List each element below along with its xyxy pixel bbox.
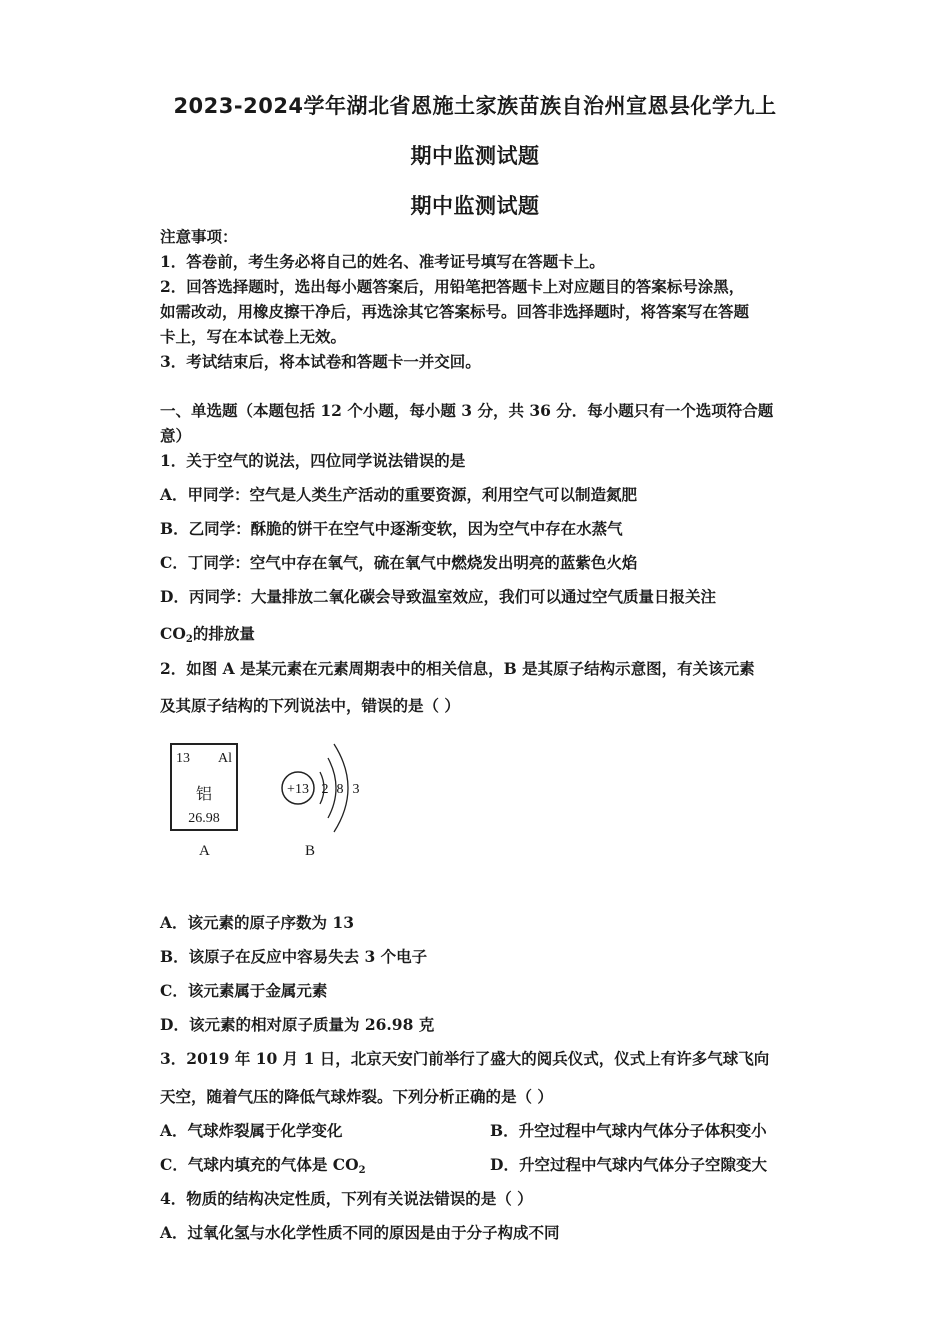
co2-rest: 的排放量 [192,624,255,643]
question-1-option-c: C．丁同学：空气中存在氧气，硫在氧气中燃烧发出明亮的蓝紫色火焰 [160,553,638,572]
question-3-stem-cont: 天空，随着气压的降低气球炸裂。下列分析正确的是（ ） [160,1087,553,1106]
shell-electrons-3: 3 [352,782,360,797]
question-3-option-b: B．升空过程中气球内气体分子体积变小 [490,1121,767,1140]
exam-title-line1: 2023-2024学年湖北省恩施土家族苗族自治州宣恩县化学九上 [173,94,777,118]
question-2-option-a: A．该元素的原子序数为 13 [160,913,354,932]
section-heading-cont: 意） [160,426,192,445]
notice-item-2-cont: 如需改动，用橡皮擦干净后，再选涂其它答案标号。回答非选择题时，将答案写在答题 [160,302,750,321]
question-1-stem: 1．关于空气的说法，四位同学说法错误的是 [160,451,466,470]
co2-formula: CO [160,624,186,643]
periodic-table-tile [170,743,238,831]
notice-item-1: 1．答卷前，考生务必将自己的姓名、准考证号填写在答题卡上。 [160,252,605,271]
section-heading: 一、单选题（本题包括 12 个小题，每小题 3 分，共 36 分．每小题只有一个选项符合题 [160,401,774,420]
question-1-option-d: D．丙同学：大量排放二氧化碳会导致温室效应，我们可以通过空气质量日报关注 [160,587,716,606]
shell-electrons-1: 2 [321,782,329,797]
notice-item-2-end: 卡上，写在本试卷上无效。 [160,327,347,346]
question-2-stem: 2．如图 A 是某元素在元素周期表中的相关信息，B 是其原子结构示意图，有关该元素 [160,659,755,678]
atomic-structure-diagram [276,732,376,842]
figure-label-b: B [305,843,316,859]
question-3-option-a: A．气球炸裂属于化学变化 [160,1121,343,1140]
element-symbol: Al [218,751,232,766]
exam-title-line2: 期中监测试题 [410,144,540,168]
option-c-subscript: 2 [358,1165,366,1176]
atomic-number: 13 [176,751,190,766]
figure-label-a: A [199,843,210,859]
atomic-mass: 26.98 [188,811,220,826]
shell-arc-2 [328,758,336,818]
nucleus-charge: +13 [287,782,309,797]
question-1-option-b: B．乙同学：酥脆的饼干在空气中逐渐变软，因为空气中存在水蒸气 [160,519,623,538]
question-2-option-d: D．该元素的相对原子质量为 26.98 克 [160,1015,435,1034]
notice-item-3: 3．考试结束后，将本试卷和答题卡一并交回。 [160,352,481,371]
question-3-option-d: D．升空过程中气球内气体分子空隙变大 [490,1155,767,1174]
question-4-option-a: A．过氧化氢与水化学性质不同的原因是由于分子构成不同 [160,1223,560,1242]
question-3-option-c [160,1155,366,1181]
co2-subscript: 2 [185,634,193,645]
notice-item-2: 2．回答选择题时，选出每小题答案后，用铅笔把答题卡上对应题目的答案标号涂黑， [160,277,745,296]
element-name: 铝 [195,786,212,803]
option-c-text: C．气球内填充的气体是 CO [160,1155,359,1174]
exam-title-line3: 期中监测试题 [410,194,540,218]
question-2-option-b: B．该原子在反应中容易失去 3 个电子 [160,947,428,966]
question-4-stem: 4．物质的结构决定性质，下列有关说法错误的是（ ） [160,1189,533,1208]
notice-heading: 注意事项： [160,227,238,246]
question-2-option-c: C．该元素属于金属元素 [160,981,328,1000]
question-3-stem: 3．2019 年 10 月 1 日，北京天安门前举行了盛大的阅兵仪式，仪式上有许多气球飞向 [160,1049,770,1068]
question-2-stem-cont: 及其原子结构的下列说法中，错误的是（ ） [160,696,460,715]
shell-electrons-2: 8 [336,782,344,797]
question-1-option-d-cont [160,624,255,650]
question-1-option-a: A．甲同学：空气是人类生产活动的重要资源，利用空气可以制造氮肥 [160,485,638,504]
